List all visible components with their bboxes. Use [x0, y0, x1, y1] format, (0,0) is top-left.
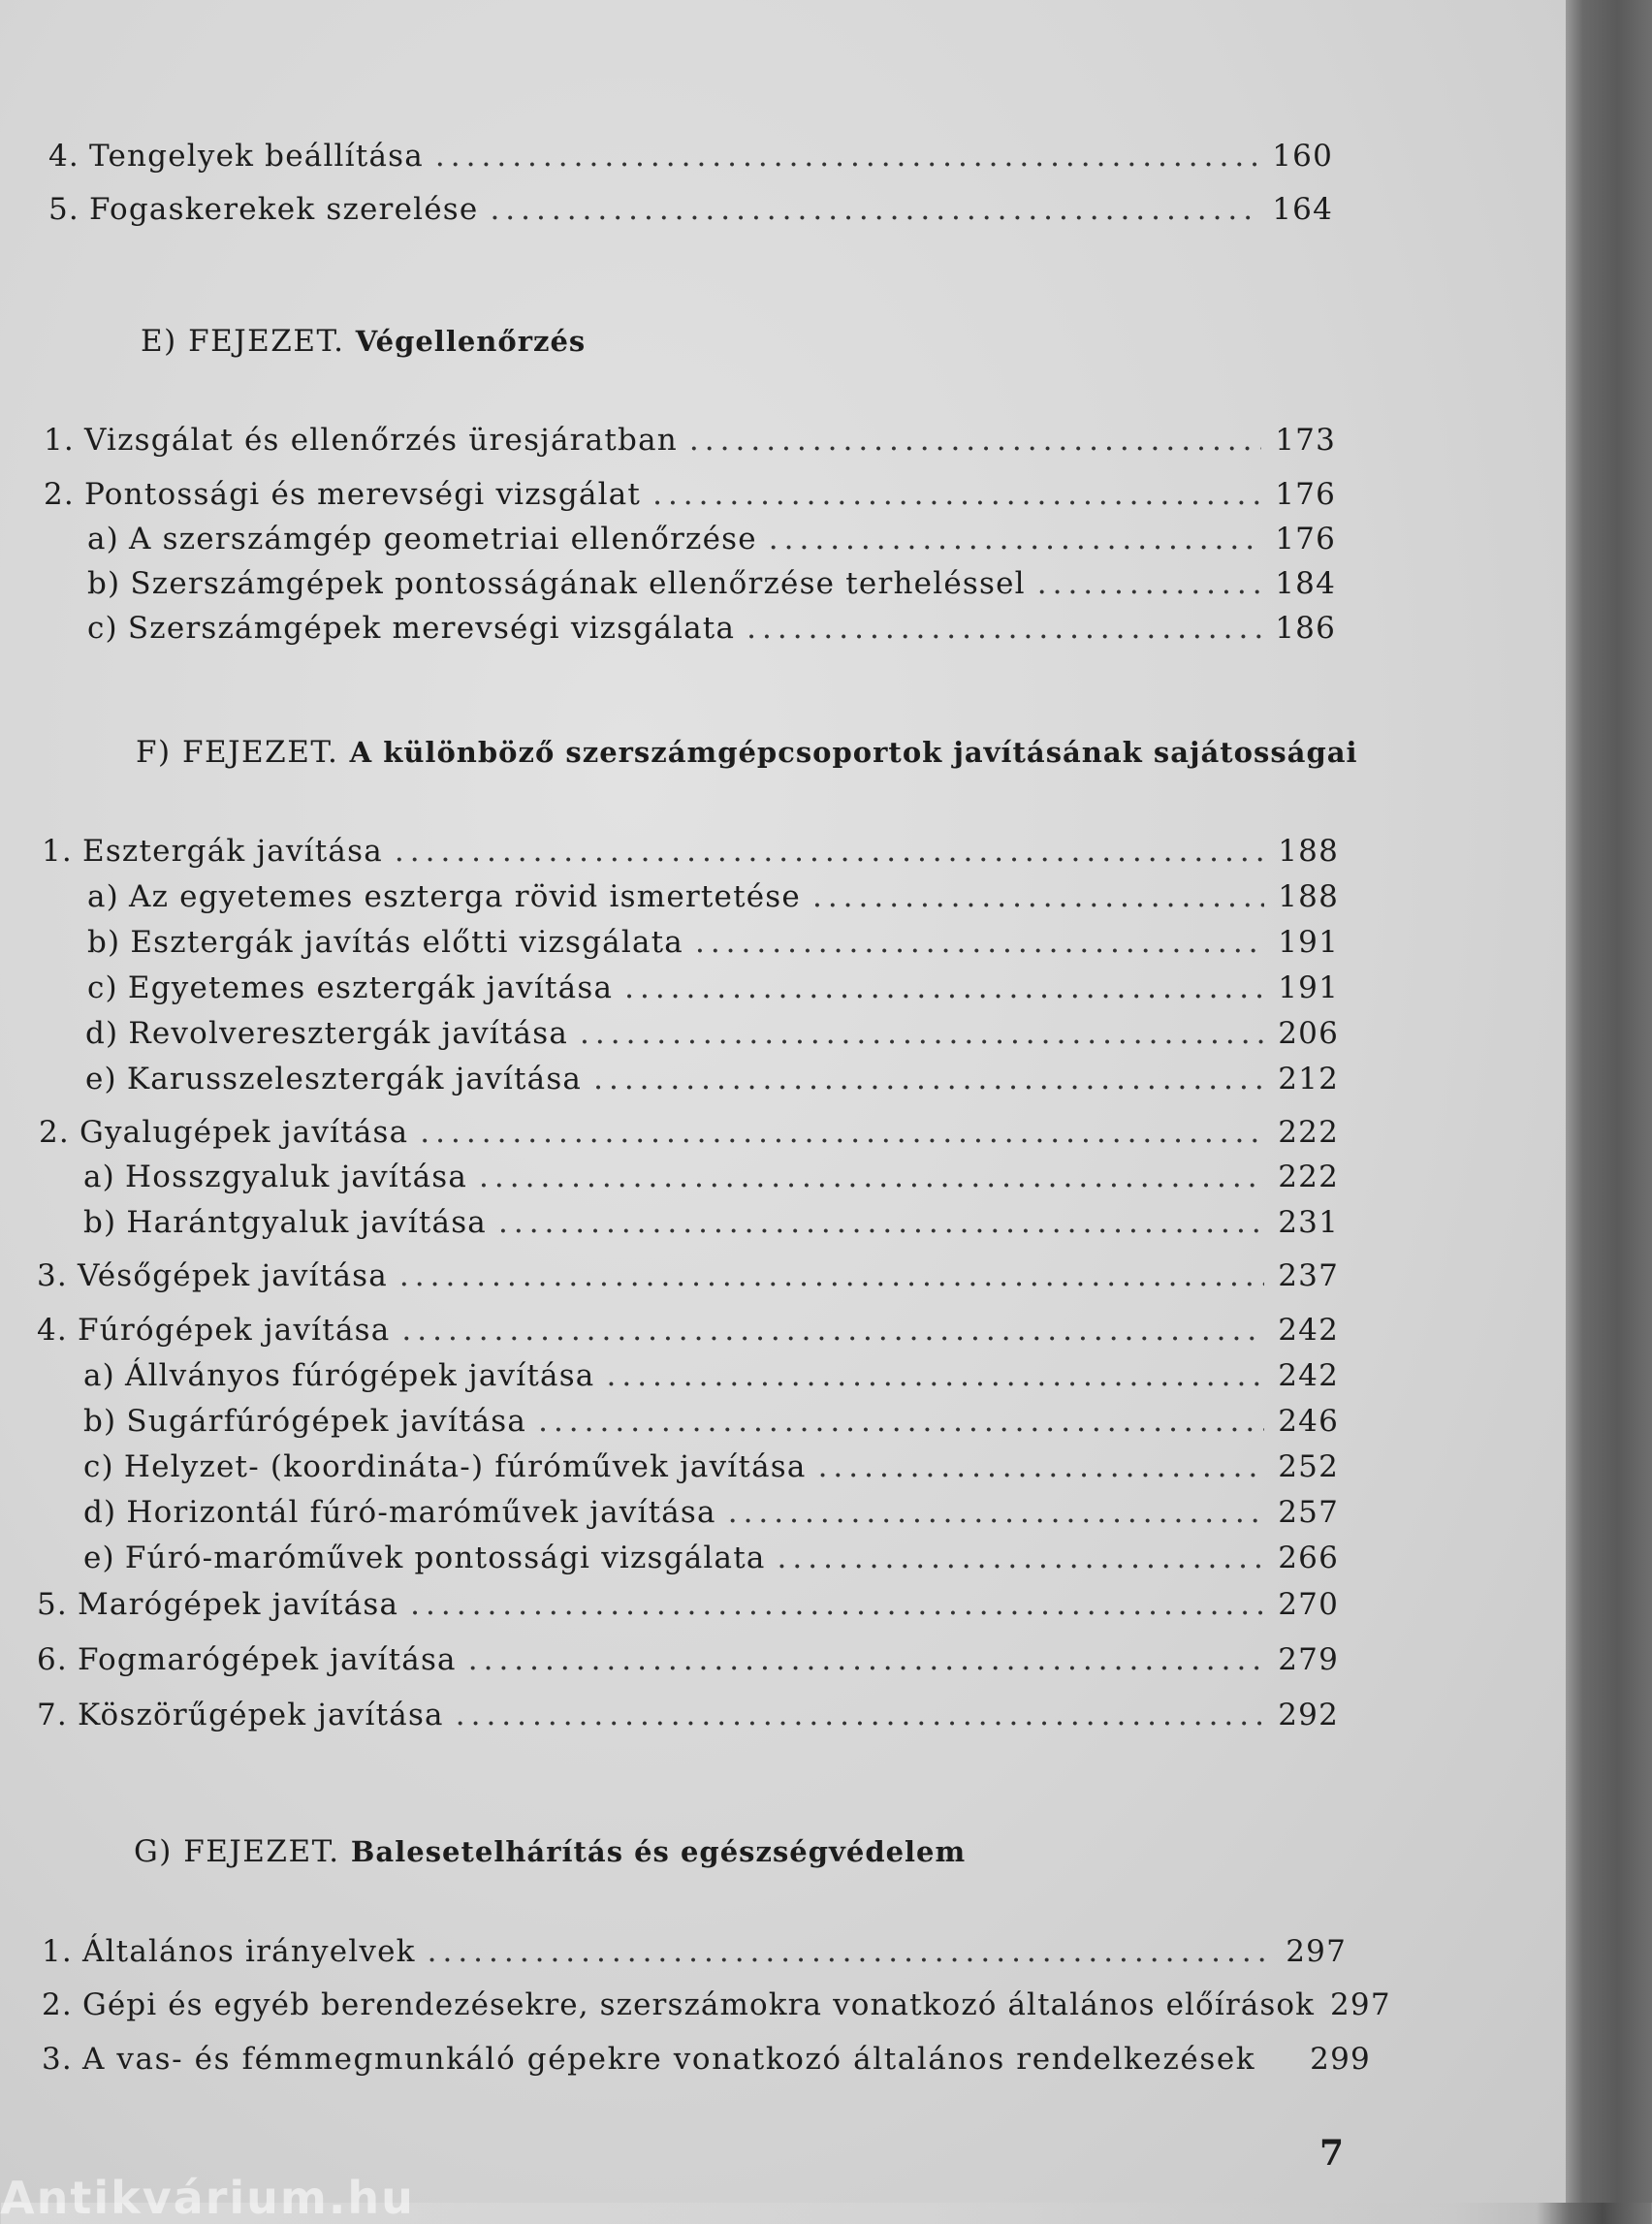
toc-subentry	[87, 566, 1336, 601]
chapter-prefix: G) FEJEZET.	[134, 1834, 340, 1869]
toc-entry-page: 252	[1278, 1449, 1339, 1484]
toc-entry	[39, 1115, 1339, 1150]
toc-subentry	[87, 925, 1339, 960]
toc-entry	[42, 2042, 1371, 2077]
toc-entry-page: 257	[1278, 1495, 1339, 1530]
toc-leader-dots	[498, 1205, 1264, 1240]
toc-entry-page: 222	[1278, 1115, 1339, 1150]
toc-subentry	[85, 1016, 1339, 1051]
toc-entry-title: Sugárfúrógépek javítása	[126, 1404, 527, 1439]
toc-leader-dots	[435, 139, 1258, 174]
toc-entry-page: 266	[1278, 1541, 1339, 1575]
toc-entry	[37, 1258, 1339, 1293]
toc-subentry	[87, 970, 1339, 1005]
toc-leader-dots	[395, 834, 1264, 869]
toc-entry-number: e)	[83, 1541, 115, 1575]
toc-entry-title: Gépi és egyéb berendezésekre, szerszámokra vonatkozó általános előírások	[81, 1987, 1315, 2022]
toc-entry-page: 188	[1278, 834, 1339, 869]
toc-entry-title: Köszörűgépek javítása	[77, 1698, 444, 1732]
toc-entry-page: 173	[1275, 423, 1336, 458]
toc-entry-number: a)	[87, 522, 119, 556]
toc-leader-dots	[769, 522, 1261, 556]
toc-leader-dots	[538, 1404, 1264, 1439]
toc-entry-title: Harántgyaluk javítása	[126, 1205, 487, 1240]
toc-entry-title: A vas- és fémmegmunkáló gépekre vonatkozó általános rendelkezések	[81, 2042, 1256, 2077]
toc-entry-page: 270	[1278, 1587, 1339, 1622]
toc-subentry	[87, 879, 1339, 914]
toc-leader-dots	[468, 1642, 1264, 1677]
toc-entry-title: Marógépek javítása	[77, 1587, 399, 1622]
toc-entry-number: c)	[83, 1449, 114, 1484]
toc-entry-page: 188	[1278, 879, 1339, 914]
toc-leader-dots	[420, 1115, 1264, 1150]
toc-entry-number: 1.	[42, 1934, 73, 1969]
toc-subentry	[83, 1449, 1339, 1484]
toc-entry-number: 7.	[37, 1698, 68, 1732]
toc-entry-title: Állványos fúrógépek javítása	[124, 1358, 595, 1393]
book-gutter-shadow	[1566, 0, 1652, 2203]
toc-leader-dots	[747, 611, 1261, 646]
toc-entry-number: b)	[87, 566, 121, 601]
toc-entry-number: 2.	[39, 1115, 70, 1150]
toc-subentry	[85, 1062, 1339, 1096]
toc-entry-number: 3.	[42, 2042, 73, 2077]
toc-leader-dots	[428, 1934, 1273, 1969]
toc-subentry	[83, 1358, 1339, 1393]
toc-entry-page: 242	[1278, 1358, 1339, 1393]
toc-entry	[42, 834, 1339, 869]
toc-entry-page: 206	[1278, 1016, 1339, 1051]
toc-entry	[44, 423, 1336, 458]
toc-entry-title: Fúrógépek javítása	[77, 1313, 391, 1348]
toc-entry-number: b)	[83, 1404, 117, 1439]
toc-subentry	[83, 1205, 1339, 1240]
toc-leader-dots	[652, 477, 1261, 512]
toc-subentry	[87, 522, 1336, 556]
toc-entry-number: 2.	[44, 477, 75, 512]
toc-leader-dots	[593, 1062, 1264, 1096]
toc-entry-title: Egyetemes esztergák javítása	[127, 970, 614, 1005]
toc-entry-page: 186	[1275, 611, 1336, 646]
toc-entry-number: 5.	[37, 1587, 68, 1622]
chapter-title: A különböző szerszámgépcsoportok javításának sajátosságai	[349, 736, 1358, 769]
toc-entry	[37, 1698, 1339, 1732]
toc-entry-title: Fogmarógépek javítása	[77, 1642, 457, 1677]
toc-entry-page: 279	[1278, 1642, 1339, 1677]
toc-leader-dots	[778, 1541, 1265, 1575]
toc-entry-title: Általános irányelvek	[81, 1934, 416, 1969]
toc-entry-title: Horizontál fúró-maróművek javítása	[126, 1495, 716, 1530]
toc-leader-dots	[728, 1495, 1265, 1530]
toc-entry-title: Hosszgyaluk javítása	[124, 1160, 468, 1194]
toc-entry	[37, 1313, 1339, 1348]
chapter-heading-g	[134, 1834, 966, 1869]
toc-entry-title: Szerszámgépek merevségi vizsgálata	[127, 611, 736, 646]
toc-entry-number: 5.	[48, 192, 79, 227]
toc-entry-title: Pontossági és merevségi vizsgálat	[83, 477, 642, 512]
toc-leader-dots	[607, 1358, 1265, 1393]
toc-entry-page: 292	[1278, 1698, 1339, 1732]
toc-entry-page: 184	[1275, 566, 1336, 601]
toc-entry-number: d)	[83, 1495, 117, 1530]
toc-entry-title: Fogaskerekek szerelése	[88, 192, 479, 227]
toc-entry	[42, 1934, 1347, 1969]
page-number: 7	[1319, 2133, 1345, 2174]
toc-entry-number: a)	[83, 1358, 115, 1393]
toc-entry-number: d)	[85, 1016, 119, 1051]
chapter-heading-f	[136, 735, 1358, 770]
toc-entry-number: 1.	[44, 423, 75, 458]
toc-leader-dots	[818, 1449, 1265, 1484]
toc-entry-number: a)	[87, 879, 119, 914]
toc-subentry	[83, 1495, 1339, 1530]
toc-leader-dots	[490, 192, 1258, 227]
toc-leader-dots	[689, 423, 1261, 458]
toc-entry-page: 299	[1310, 2042, 1371, 2077]
toc-leader-dots	[1037, 566, 1261, 601]
toc-entry-title: Helyzet- (koordináta-) fúróművek javítása	[123, 1449, 807, 1484]
toc-subentry	[83, 1541, 1339, 1575]
toc-entry-number: c)	[87, 970, 118, 1005]
toc-subentry	[83, 1160, 1339, 1194]
chapter-heading-e	[141, 324, 586, 359]
chapter-title: Végellenőrzés	[355, 325, 587, 358]
toc-entry-page: 297	[1286, 1934, 1347, 1969]
toc-entry-number: e)	[85, 1062, 117, 1096]
toc-entry-title: Vizsgálat és ellenőrzés üresjáratban	[83, 423, 678, 458]
toc-entry-title: Vésőgépek javítása	[77, 1258, 388, 1293]
toc-entry-number: 3.	[37, 1258, 68, 1293]
toc-leader-dots	[410, 1587, 1264, 1622]
toc-entry-page: 176	[1275, 477, 1336, 512]
watermark: Antikvárium.hu	[0, 2172, 415, 2224]
toc-leader-dots	[812, 879, 1264, 914]
toc-leader-dots	[624, 970, 1264, 1005]
toc-leader-dots	[479, 1160, 1264, 1194]
toc-entry	[44, 477, 1336, 512]
toc-entry-number: 6.	[37, 1642, 68, 1677]
toc-entry-title: Tengelyek beállítása	[88, 139, 424, 174]
toc-entry-title: Gyalugépek javítása	[79, 1115, 409, 1150]
toc-entry-title: Karusszelesztergák javítása	[126, 1062, 583, 1096]
toc-entry-page: 191	[1278, 925, 1339, 960]
toc-entry-number: 1.	[42, 834, 73, 869]
toc-entry-number: c)	[87, 611, 118, 646]
toc-entry-number: a)	[83, 1160, 115, 1194]
toc-entry-page: 164	[1272, 192, 1333, 227]
toc-entry-page: 160	[1272, 139, 1333, 174]
toc-entry-page: 212	[1278, 1062, 1339, 1096]
toc-entry-page: 176	[1275, 522, 1336, 556]
toc-subentry	[87, 611, 1336, 646]
toc-entry-number: b)	[87, 925, 121, 960]
toc-entry-page: 242	[1278, 1313, 1339, 1348]
toc-entry-title: A szerszámgép geometriai ellenőrzése	[128, 522, 757, 556]
toc-entry	[48, 139, 1333, 174]
toc-leader-dots	[401, 1313, 1264, 1348]
toc-entry-number: b)	[83, 1205, 117, 1240]
toc-entry-title: Esztergák javítása	[81, 834, 383, 869]
toc-entry	[37, 1642, 1339, 1677]
toc-entry-number: 4.	[37, 1313, 68, 1348]
toc-entry-page: 191	[1278, 970, 1339, 1005]
chapter-prefix: F) FEJEZET.	[136, 735, 339, 770]
toc-entry	[48, 192, 1333, 227]
chapter-prefix: E) FEJEZET.	[141, 324, 345, 359]
toc-entry-title: Szerszámgépek pontosságának ellenőrzése terheléssel	[130, 566, 1026, 601]
toc-entry-page: 297	[1330, 1987, 1391, 2022]
toc-entry-page: 246	[1278, 1404, 1339, 1439]
toc-entry-number: 2.	[42, 1987, 73, 2022]
chapter-title: Balesetelhárítás és egészségvédelem	[350, 1835, 967, 1868]
toc-entry	[37, 1587, 1339, 1622]
toc-leader-dots	[399, 1258, 1264, 1293]
toc-entry-title: Fúró-maróművek pontossági vizsgálata	[124, 1541, 766, 1575]
toc-entry	[42, 1987, 1391, 2022]
toc-entry-page: 237	[1278, 1258, 1339, 1293]
toc-entry-page: 231	[1278, 1205, 1339, 1240]
toc-entry-number: 4.	[48, 139, 79, 174]
toc-subentry	[83, 1404, 1339, 1439]
toc-entry-title: Az egyetemes eszterga rövid ismertetése	[128, 879, 801, 914]
toc-leader-dots	[456, 1698, 1264, 1732]
toc-leader-dots	[580, 1016, 1264, 1051]
toc-leader-dots	[695, 925, 1264, 960]
toc-entry-title: Esztergák javítás előtti vizsgálata	[130, 925, 683, 960]
toc-entry-title: Revolveresztergák javítása	[128, 1016, 569, 1051]
toc-entry-page: 222	[1278, 1160, 1339, 1194]
